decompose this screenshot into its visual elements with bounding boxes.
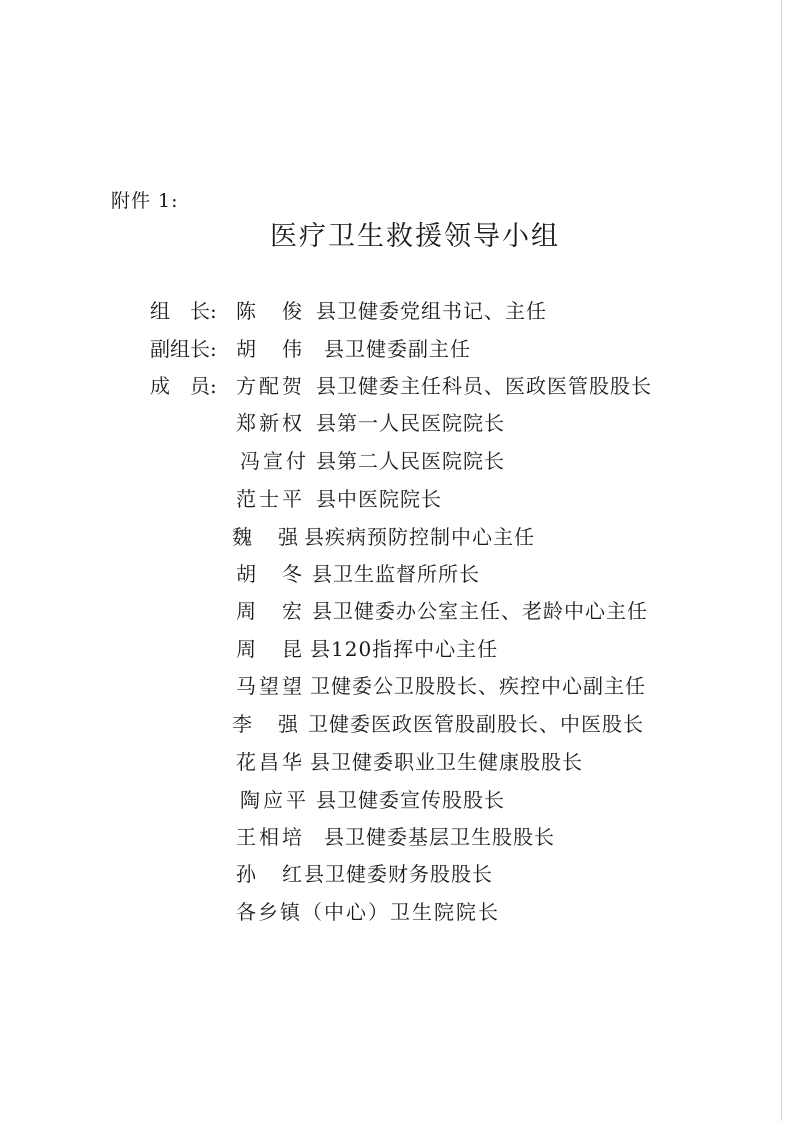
closing-line: 各乡镇（中心）卫生院院长	[236, 900, 500, 924]
member-post: 县卫健委办公室主任、老龄中心主任	[312, 599, 648, 623]
member-post: 县第二人民医院院长	[316, 449, 505, 473]
member-name: 魏 强	[232, 525, 301, 549]
member-post: 县120指挥中心主任	[310, 637, 499, 661]
member-name: 周 昆	[236, 637, 305, 661]
role-label-leader: 组 长:	[150, 299, 217, 323]
member-name: 李 强	[232, 712, 301, 736]
member-name: 郑新权	[236, 411, 305, 435]
member-post: 县中医院院长	[316, 487, 442, 511]
member-post: 县卫健委主任科员、医政医管股股长	[316, 374, 652, 398]
role-label-deputy: 副组长:	[150, 337, 217, 361]
member-post: 县卫生监督所所长	[312, 562, 480, 586]
member-name: 陶应平	[240, 788, 309, 812]
member-post: 县疾病预防控制中心主任	[304, 525, 535, 549]
member-post: 县卫健委副主任	[324, 337, 471, 361]
member-post: 县卫健委财务股股长	[304, 862, 493, 886]
member-name: 王相培	[236, 825, 305, 849]
member-name: 范士平	[236, 487, 305, 511]
member-post: 县第一人民医院院长	[316, 411, 505, 435]
document-title: 医疗卫生救援领导小组	[270, 221, 560, 252]
member-name: 花昌华	[236, 750, 305, 774]
member-name: 胡 伟	[236, 337, 305, 361]
member-post: 县卫健委宣传股股长	[316, 788, 505, 812]
member-post: 卫健委医政医管股副股长、中医股长	[308, 712, 644, 736]
member-name: 方配贺	[236, 374, 305, 398]
member-name: 冯宣付	[240, 449, 309, 473]
member-post: 县卫健委职业卫生健康股股长	[310, 750, 583, 774]
member-name: 马望望	[236, 674, 305, 698]
member-post: 县卫健委基层卫生股股长	[324, 825, 555, 849]
member-name: 周 宏	[236, 599, 305, 623]
member-post: 卫健委公卫股股长、疾控中心副主任	[310, 674, 646, 698]
member-name: 陈 俊	[236, 299, 305, 323]
role-label-members: 成 员:	[150, 374, 217, 398]
attachment-label: 附件 1:	[111, 190, 179, 212]
member-name: 胡 冬	[236, 562, 305, 586]
scan-edge-line	[781, 0, 782, 1121]
member-name: 孙 红	[236, 862, 305, 886]
member-post: 县卫健委党组书记、主任	[316, 299, 547, 323]
